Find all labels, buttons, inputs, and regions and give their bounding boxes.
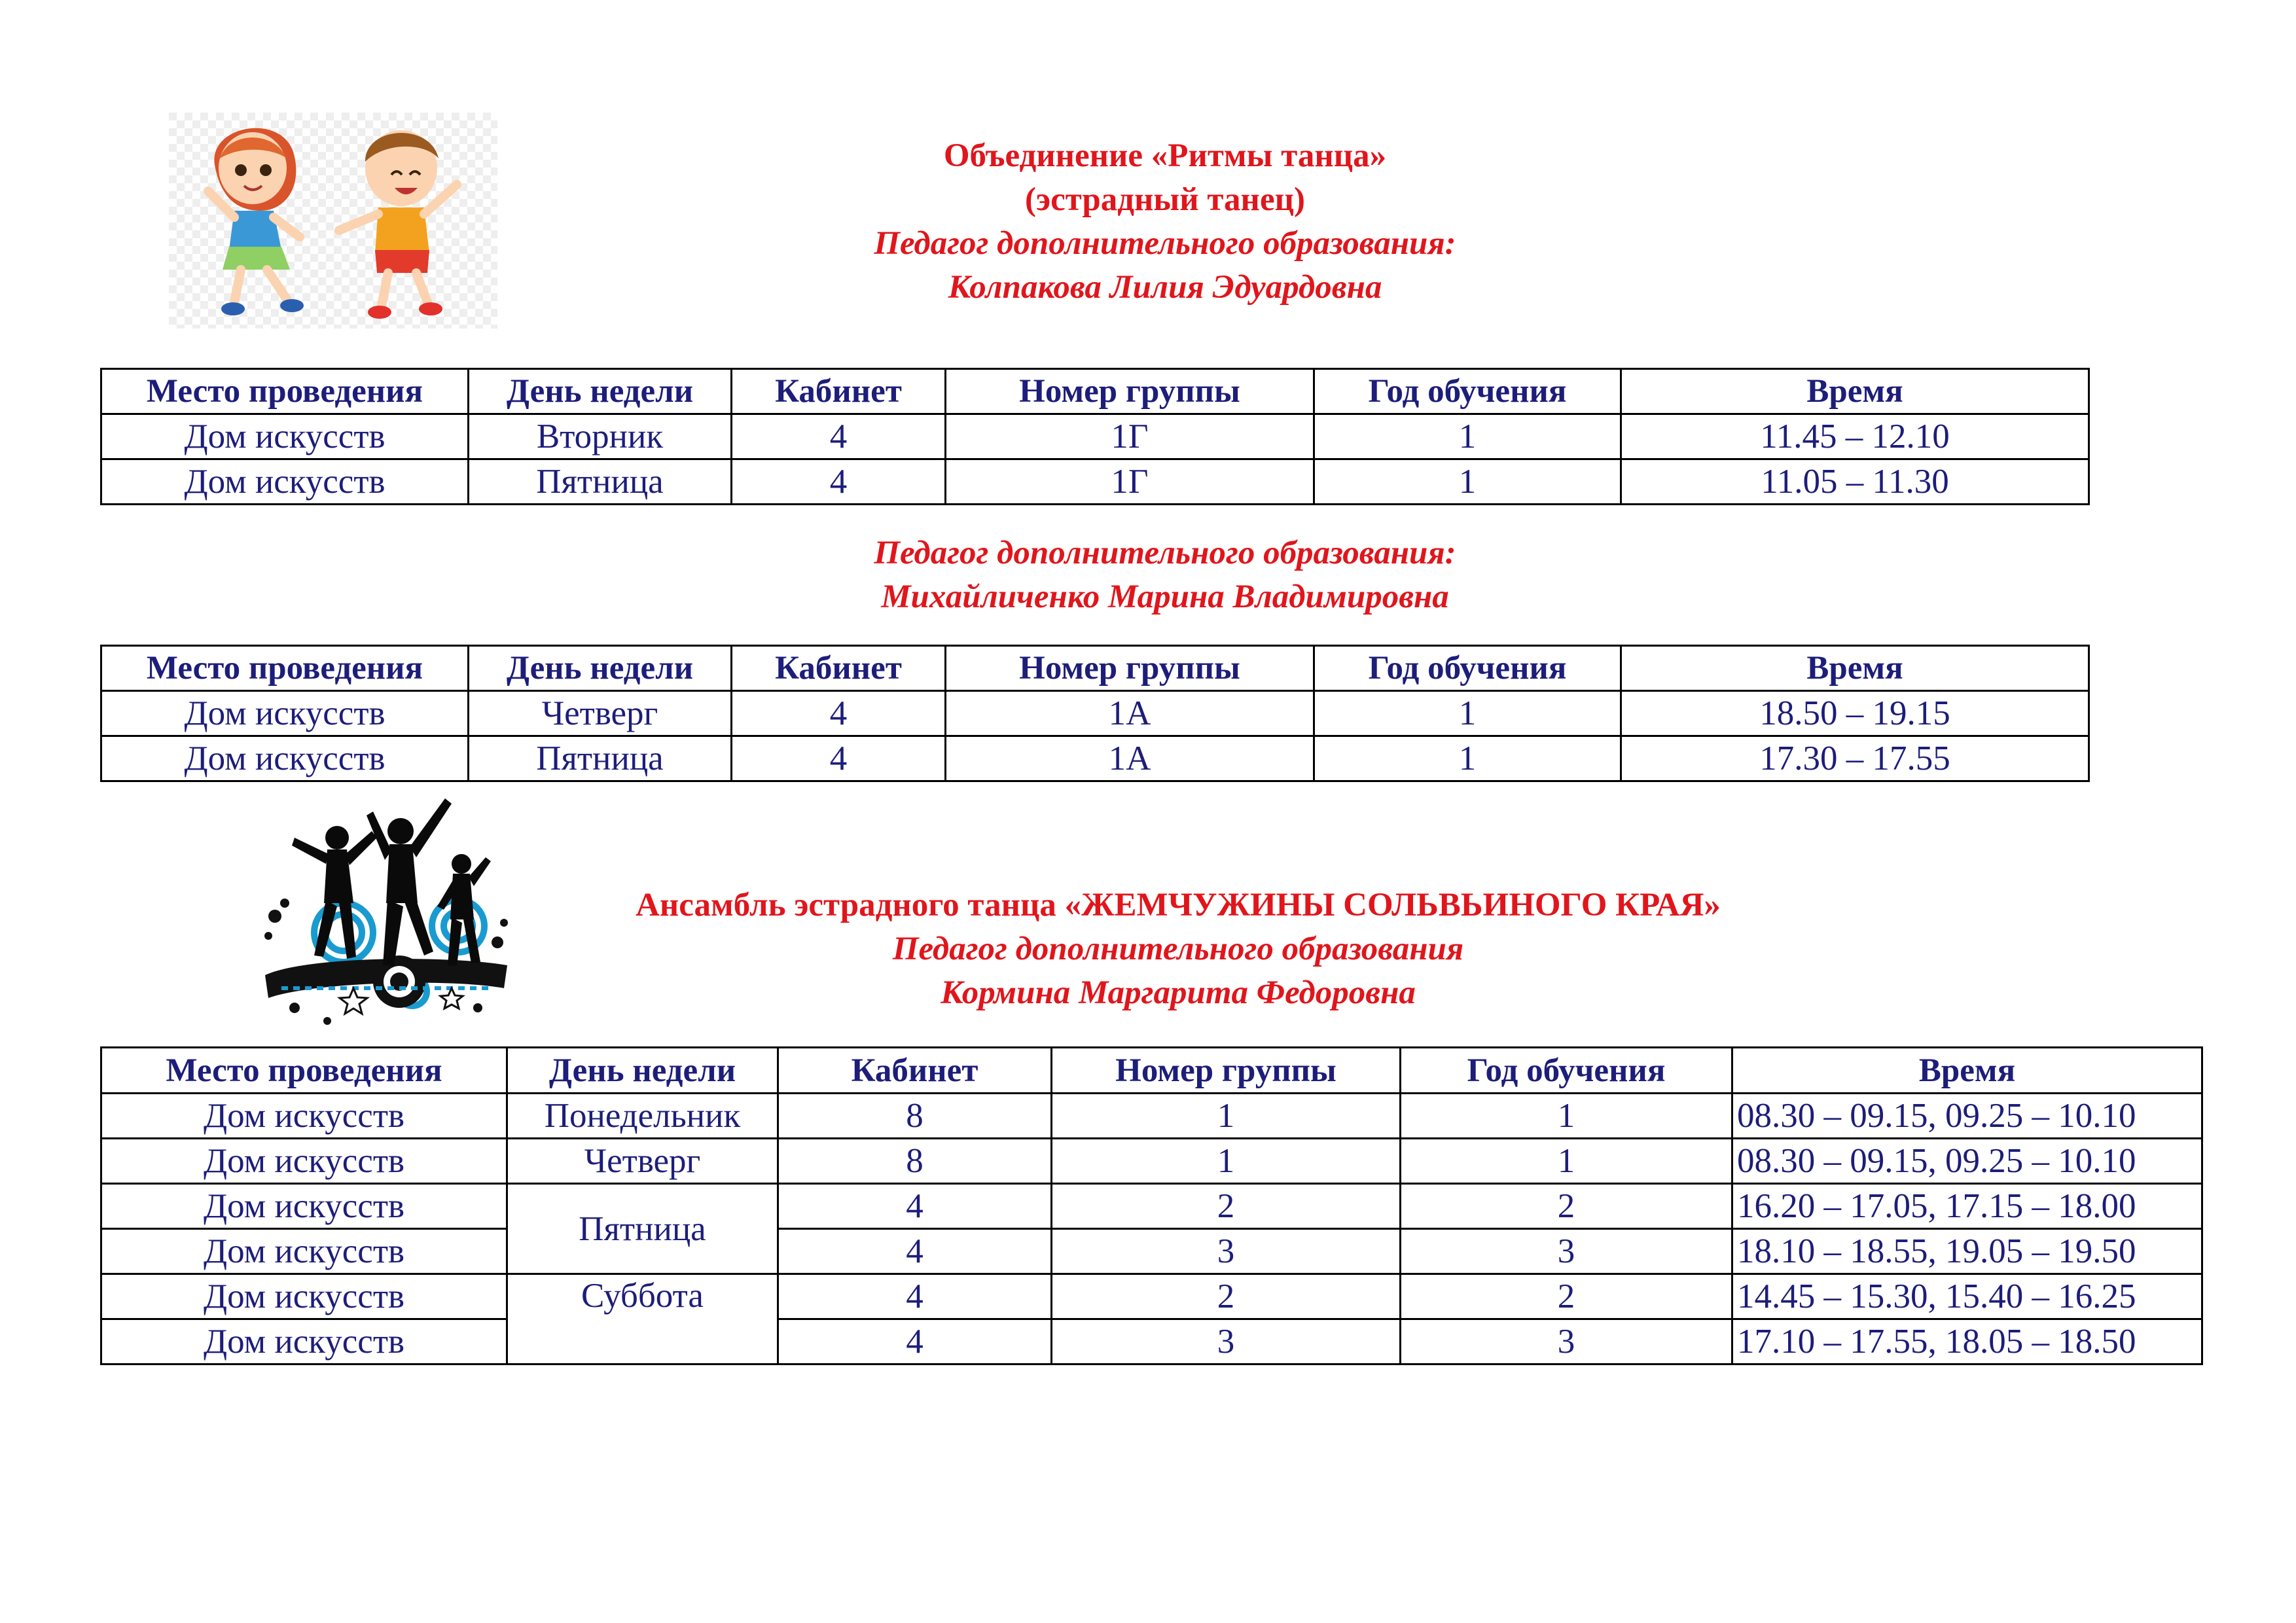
section3-teacher: Кормина Маргарита Федоровна [941, 974, 1416, 1011]
table-cell: 1 [1314, 691, 1621, 736]
column-header: Номер группы [946, 646, 1314, 691]
table-cell: 1 [1052, 1139, 1401, 1184]
dancers-silhouette-illustration [255, 792, 517, 1034]
table-cell: 1 [1401, 1094, 1732, 1139]
section3-heading [511, 883, 1846, 1015]
table-row [101, 736, 2089, 781]
table-cell: Четверг [469, 691, 732, 736]
table-cell: 08.30 – 09.15, 09.25 – 10.10 [1732, 1139, 2202, 1184]
table-cell-merged: Суббота [507, 1274, 778, 1364]
column-header: Номер группы [946, 369, 1314, 414]
column-header: Место проведения [101, 369, 469, 414]
table-cell: Дом искусств [101, 414, 469, 459]
table-header-row [101, 369, 2089, 414]
section1-teacher: Колпакова Лилия Эдуардовна [948, 269, 1382, 306]
table-row [101, 1139, 2202, 1184]
table-cell: 2 [1052, 1274, 1401, 1319]
column-header: Время [1621, 369, 2089, 414]
table-cell: 3 [1401, 1229, 1732, 1274]
table-cell: 1Г [946, 414, 1314, 459]
table-cell: 3 [1052, 1319, 1401, 1364]
table-row [101, 459, 2089, 505]
table-cell: Пятница [469, 459, 732, 505]
table-cell: 4 [778, 1229, 1052, 1274]
column-header: Кабинет [732, 369, 946, 414]
column-header: День недели [469, 646, 732, 691]
section1-title: Объединение «Ритмы танца» [943, 137, 1387, 174]
table-header-row [101, 1048, 2202, 1094]
table-cell: 08.30 – 09.15, 09.25 – 10.10 [1732, 1094, 2202, 1139]
column-header: Место проведения [101, 646, 469, 691]
table-cell: 1 [1314, 736, 1621, 781]
table-row [101, 1184, 2202, 1229]
table-cell: 17.30 – 17.55 [1621, 736, 2089, 781]
table-cell: 4 [732, 459, 946, 505]
table-cell: Дом искусств [101, 1229, 507, 1274]
section2-heading [641, 531, 1689, 619]
table-cell: 4 [732, 736, 946, 781]
section1-role: Педагог дополнительного образования: [874, 225, 1456, 262]
column-header: Год обучения [1314, 646, 1621, 691]
table-cell: 2 [1401, 1274, 1732, 1319]
table-cell: 1 [1314, 414, 1621, 459]
table-row [101, 691, 2089, 736]
schedule-table-3 [100, 1046, 2203, 1365]
table-cell: Дом искусств [101, 1184, 507, 1229]
table-cell: Дом искусств [101, 1139, 507, 1184]
table-cell: 18.50 – 19.15 [1621, 691, 2089, 736]
table-cell: Дом искусств [101, 691, 469, 736]
column-header: Место проведения [101, 1048, 507, 1094]
table-cell: Пятница [469, 736, 732, 781]
table-cell: 1 [1314, 459, 1621, 505]
table-cell: 4 [778, 1319, 1052, 1364]
column-header: День недели [507, 1048, 778, 1094]
table-cell: 1Г [946, 459, 1314, 505]
table-cell: Дом искусств [101, 459, 469, 505]
schedule-table-2 [100, 645, 2090, 782]
table-cell: 11.45 – 12.10 [1621, 414, 2089, 459]
table-row [101, 1274, 2202, 1319]
table-row [101, 1319, 2202, 1364]
table-cell: 3 [1401, 1319, 1732, 1364]
table-cell: 16.20 – 17.05, 17.15 – 18.00 [1732, 1184, 2202, 1229]
column-header: Время [1732, 1048, 2202, 1094]
table-cell: 4 [732, 414, 946, 459]
table-cell: Четверг [507, 1139, 778, 1184]
table-cell: 2 [1401, 1184, 1732, 1229]
table-cell: 1А [946, 736, 1314, 781]
table-header-row [101, 646, 2089, 691]
table-row [101, 414, 2089, 459]
table-cell: 4 [778, 1184, 1052, 1229]
dancing-kids-illustration [169, 113, 497, 329]
table-row [101, 1094, 2202, 1139]
section2-teacher: Михайличенко Марина Владимировна [881, 579, 1449, 615]
table-cell: Вторник [469, 414, 732, 459]
table-cell: Дом искусств [101, 1319, 507, 1364]
table-cell: 4 [732, 691, 946, 736]
column-header: Год обучения [1314, 369, 1621, 414]
section3-title: Ансамбль эстрадного танца «ЖЕМЧУЖИНЫ СОЛЬВЬИНОГО КРАЯ» [636, 887, 1721, 923]
section1-heading [641, 134, 1689, 310]
table-cell: 1А [946, 691, 1314, 736]
column-header: Номер группы [1052, 1048, 1401, 1094]
table-cell: 11.05 – 11.30 [1621, 459, 2089, 505]
section1-subtitle: (эстрадный танец) [1025, 181, 1305, 218]
table-row [101, 1229, 2202, 1274]
table-cell: Дом искусств [101, 1274, 507, 1319]
table-cell: 1 [1052, 1094, 1401, 1139]
section3-role: Педагог дополнительного образования [892, 931, 1464, 967]
column-header: Время [1621, 646, 2089, 691]
column-header: День недели [469, 369, 732, 414]
table-cell-merged: Пятница [507, 1184, 778, 1274]
table-cell: Дом искусств [101, 1094, 507, 1139]
table-cell: 4 [778, 1274, 1052, 1319]
table-cell: 18.10 – 18.55, 19.05 – 19.50 [1732, 1229, 2202, 1274]
column-header: Год обучения [1401, 1048, 1732, 1094]
table-cell: 2 [1052, 1184, 1401, 1229]
table-cell: 8 [778, 1139, 1052, 1184]
table-cell: 3 [1052, 1229, 1401, 1274]
table-cell: 8 [778, 1094, 1052, 1139]
column-header: Кабинет [778, 1048, 1052, 1094]
table-cell: 14.45 – 15.30, 15.40 – 16.25 [1732, 1274, 2202, 1319]
schedule-table-1 [100, 368, 2090, 505]
section2-role: Педагог дополнительного образования: [874, 535, 1456, 571]
column-header: Кабинет [732, 646, 946, 691]
table-cell: Понедельник [507, 1094, 778, 1139]
table-cell: 17.10 – 17.55, 18.05 – 18.50 [1732, 1319, 2202, 1364]
table-cell: 1 [1401, 1139, 1732, 1184]
table-cell: Дом искусств [101, 736, 469, 781]
